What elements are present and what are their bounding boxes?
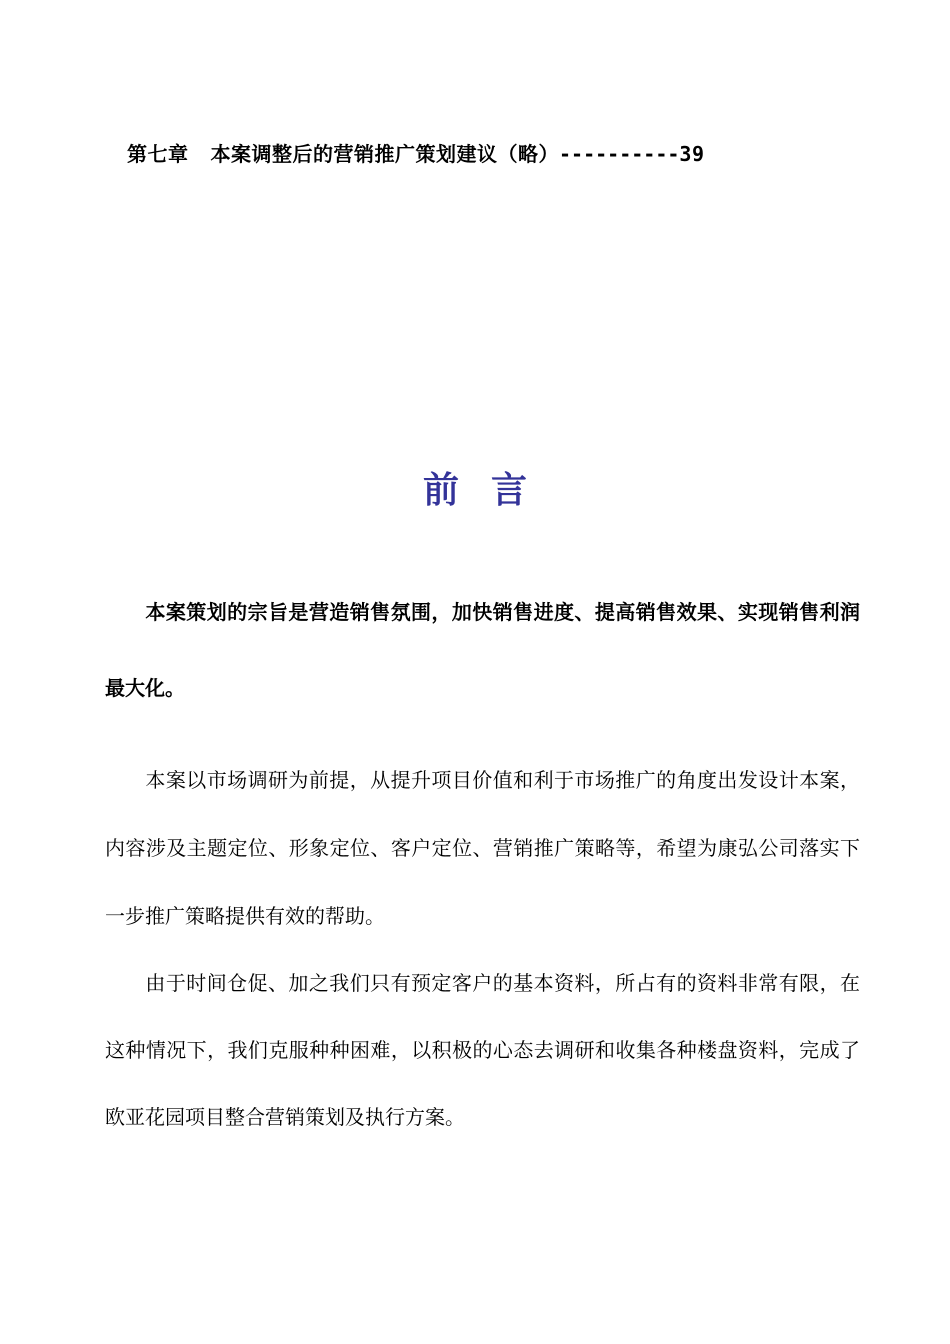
toc-leader-dots: ---------- xyxy=(559,142,680,166)
paragraph-text: 本案策划的宗旨是营造销售氛围，加快销售进度、提高销售效果、实现销售利润最大化。 xyxy=(105,600,860,700)
preface-paragraph-purpose xyxy=(105,574,860,726)
preface-paragraph-scope xyxy=(105,746,860,950)
toc-entry-chapter-7[interactable] xyxy=(127,138,705,167)
paragraph-text: 本案以市场调研为前提，从提升项目价值和利于市场推广的角度出发设计本案，内容涉及主题定位、形象定位、客户定位、营销推广策略等，希望为康弘公司落实下一步推广策略提供有效的帮助。 xyxy=(105,768,860,928)
toc-chapter-number: 第七章 xyxy=(127,142,189,166)
toc-page-number: 39 xyxy=(679,142,705,166)
paragraph-text: 由于时间仓促、加之我们只有预定客户的基本资料，所占有的资料非常有限，在这种情况下，我们克服种种困难，以积极的心态去调研和收集各种楼盘资料，完成了欧亚花园项目整合营销策划及执行方案。 xyxy=(105,971,860,1129)
toc-chapter-title: 本案调整后的营销推广策划建议（略） xyxy=(210,142,559,166)
preface-heading: 前言 xyxy=(422,469,559,511)
preface-paragraph-constraints xyxy=(105,950,860,1151)
